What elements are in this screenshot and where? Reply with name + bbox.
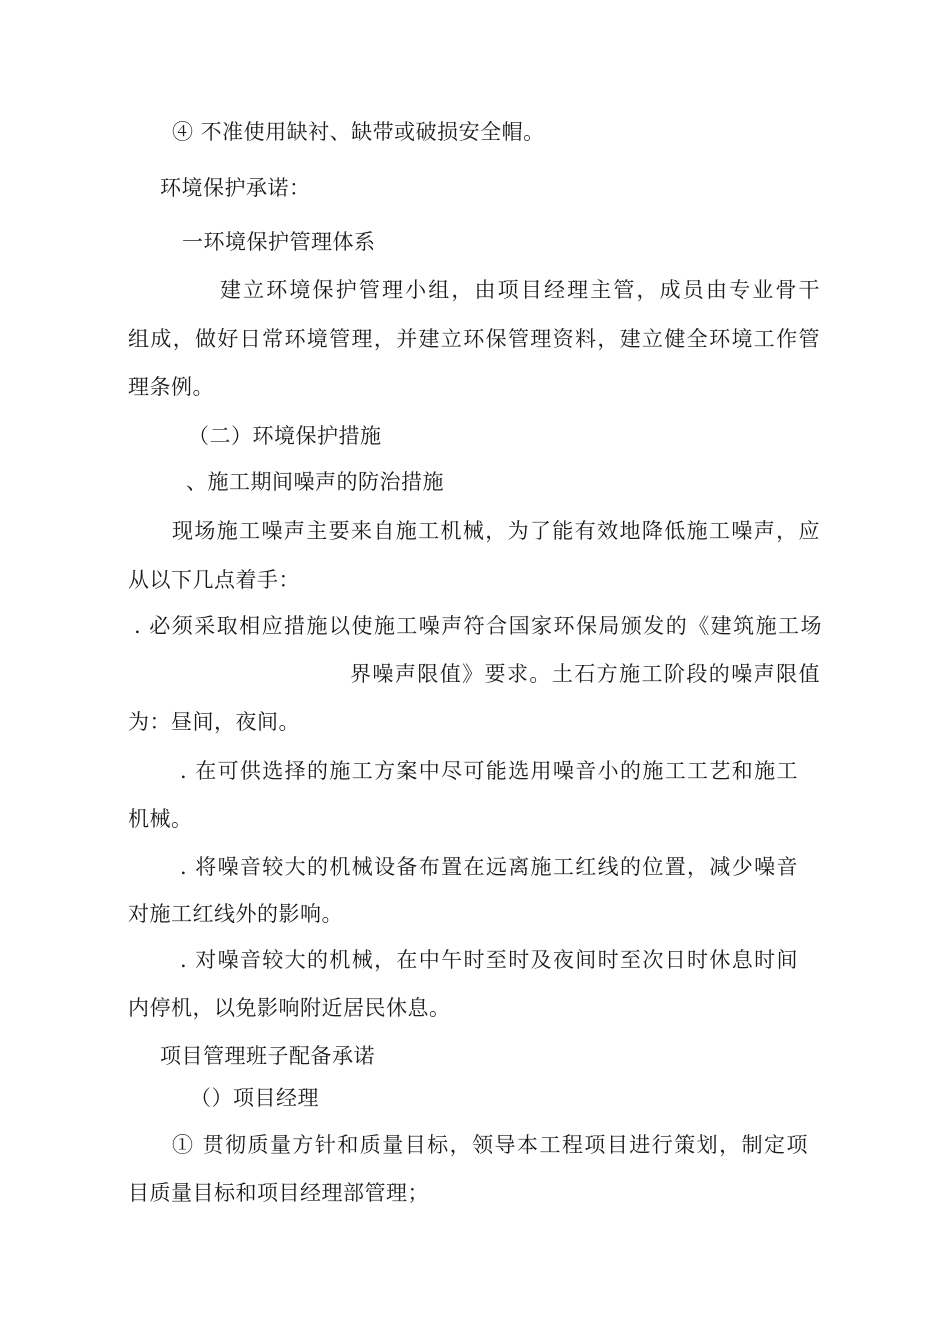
paragraph-line: . 必须采取相应措施以使施工噪声符合国家环保局颁发的《建筑施工场 (134, 614, 822, 638)
paragraph-line: . 在可供选择的施工方案中尽可能选用噪音小的施工工艺和施工 (180, 759, 798, 783)
paragraph-line: 理条例。 (128, 375, 214, 399)
section-heading: 环境保护承诺： (160, 176, 311, 200)
paragraph-line: 机械。 (128, 807, 193, 831)
subsection-heading: 一环境保护管理体系 (182, 230, 376, 254)
paragraph-line: 建立环境保护管理小组，由项目经理主管，成员由专业骨干 (220, 278, 820, 302)
subsection-heading: （二）环境保护措施 (188, 424, 382, 448)
paragraph-line: ① 贯彻质量方针和质量目标，领导本工程项目进行策划，制定项 (172, 1133, 808, 1157)
paragraph-line: . 对噪音较大的机械，在中午时至时及夜间时至次日时休息时间 (180, 948, 798, 972)
paragraph-line: 从以下几点着手： (128, 568, 300, 592)
paragraph-line: 界噪声限值》要求。土石方施工阶段的噪声限值 (350, 662, 820, 686)
paragraph-line: 内停机，以免影响附近居民休息。 (128, 996, 451, 1020)
paragraph-line: . 将噪音较大的机械设备布置在远离施工红线的位置，减少噪音 (180, 855, 798, 879)
subsection-heading: （）项目经理 (190, 1086, 319, 1110)
paragraph-line: ④ 不准使用缺衬、缺带或破损安全帽。 (172, 120, 545, 144)
paragraph-line: 目质量目标和项目经理部管理； (128, 1181, 429, 1205)
subsection-heading: 、施工期间噪声的防治措施 (186, 470, 444, 494)
paragraph-line: 为：昼间，夜间。 (128, 710, 300, 734)
paragraph-line: 对施工红线外的影响。 (128, 902, 343, 926)
paragraph-line: 现场施工噪声主要来自施工机械，为了能有效地降低施工噪声，应 (172, 519, 820, 543)
paragraph-line: 组成，做好日常环境管理，并建立环保管理资料，建立健全环境工作管 (128, 327, 820, 351)
section-heading: 项目管理班子配备承诺 (160, 1044, 375, 1068)
